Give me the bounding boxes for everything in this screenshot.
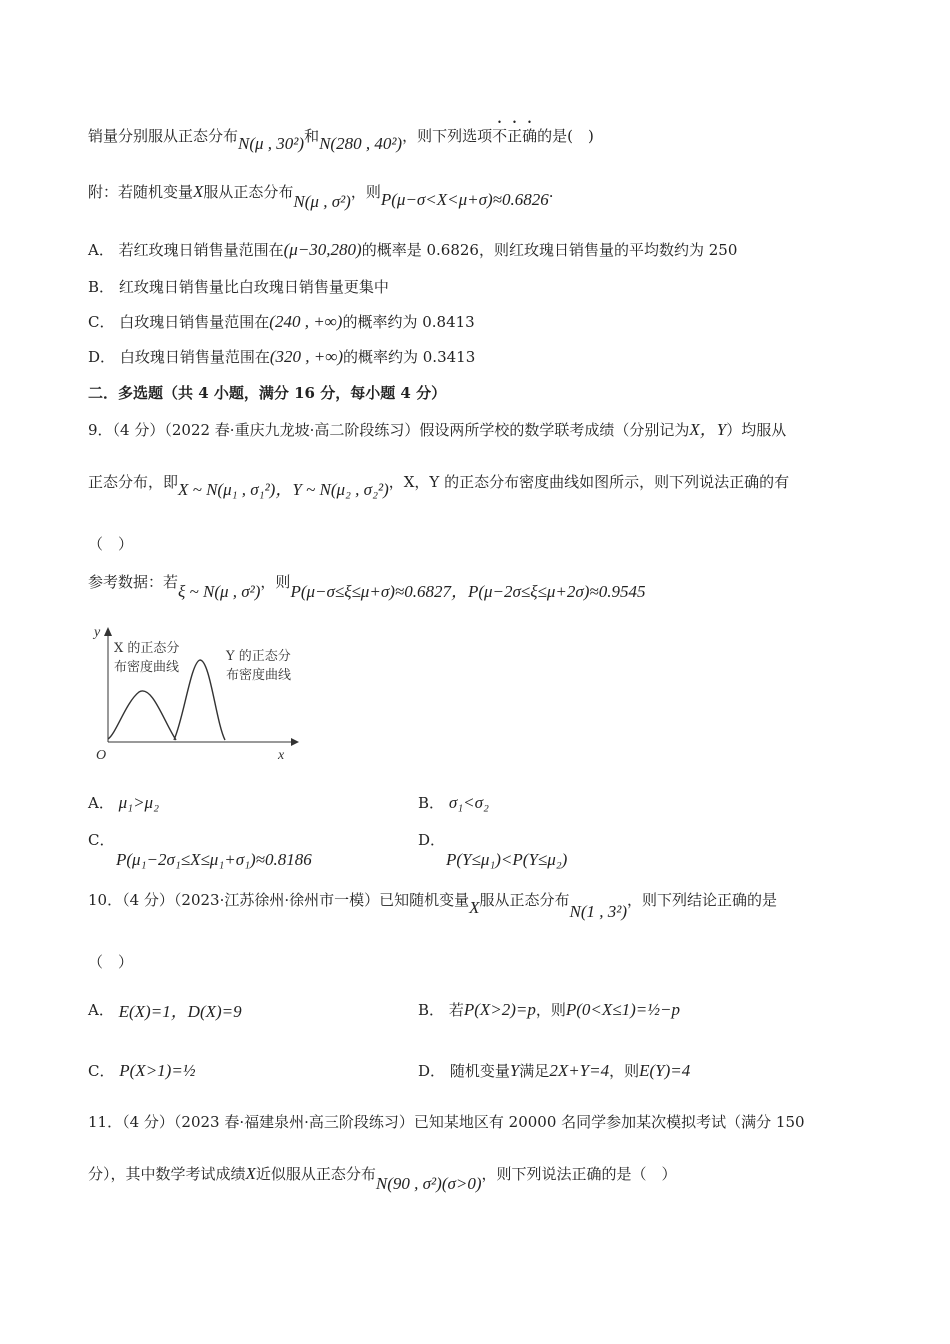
text: 分），其中数学考试成绩 <box>88 1165 246 1183</box>
text: 的概率约为 0.3413 <box>343 348 476 366</box>
q10-option-a[interactable] <box>88 1000 242 1020</box>
text: ，则 <box>260 573 291 591</box>
emphasized-text: 不正确 <box>492 127 538 145</box>
q9-option-d[interactable] <box>418 830 568 870</box>
text: . <box>548 183 554 201</box>
text: 若红玫瑰日销售量范围在 <box>118 241 284 259</box>
text: 参考数据：若 <box>88 573 179 591</box>
formula: P(μ−σ<X<μ+σ)≈0.6826 <box>380 190 549 209</box>
text: 销量分别服从正态分布 <box>88 127 239 145</box>
option-label: C． <box>88 1062 115 1080</box>
formula: X <box>469 898 480 917</box>
text: 正态分布，即 <box>88 473 179 491</box>
option-label: C． <box>88 313 115 331</box>
formula: P(X>1)=½ <box>119 1061 196 1080</box>
section-title: 二．多选题（共 4 小题，满分 16 分，每小题 4 分） <box>88 384 447 402</box>
x-axis-arrow <box>291 738 299 746</box>
q8-option-b[interactable] <box>88 277 389 297</box>
y-curve-label-line1: Y 的正态分 <box>226 649 291 664</box>
text: 随机变量 <box>449 1062 510 1080</box>
formula: P(Y≤μ₁)<P(Y≤μ₂) <box>446 850 568 869</box>
y-density-curve <box>174 660 225 740</box>
text: 红玫瑰日销售量比白玫瑰日销售量更集中 <box>118 278 389 296</box>
origin-label: O <box>96 748 107 763</box>
formula: P(μ−σ≤ξ≤μ+σ)≈0.6827，P(μ−2σ≤ξ≤μ+2σ)≈0.9545 <box>290 582 646 601</box>
text: 和 <box>304 127 320 145</box>
formula: (320 , +∞) <box>269 347 343 366</box>
q8-option-c[interactable] <box>88 312 475 332</box>
x-curve-label-line1: X 的正态分 <box>114 641 180 656</box>
formula: μ₁>μ₂ <box>118 793 159 812</box>
text: 服从正态分布 <box>203 183 294 201</box>
formula: X ~ N(μ₁ , σ₁²)，Y ~ N(μ₂ , σ₂²) <box>178 480 389 499</box>
formula: 2X+Y=4 <box>549 1061 610 1080</box>
text: 近似服从正态分布 <box>255 1165 376 1183</box>
q9-line2 <box>88 472 790 499</box>
option-label: D． <box>88 348 116 366</box>
formula: (μ−30,280) <box>283 240 362 259</box>
formula: P(0<X≤1)=½−p <box>565 1000 680 1019</box>
text: 白玫瑰日销售量范围在 <box>119 313 270 331</box>
text: 白玫瑰日销售量范围在 <box>119 348 270 366</box>
q11-line2 <box>88 1164 677 1193</box>
q8-option-d[interactable] <box>88 347 475 367</box>
text: ，则 <box>350 183 381 201</box>
text: 9．（4 分）（2022 春·重庆九龙坡·高二阶段练习）假设两所学校的数学联考成绩（分别记为 <box>88 421 690 439</box>
text: 服从正态分布 <box>479 891 570 909</box>
q8-note <box>88 182 554 211</box>
q10-answer-paren: （ ） <box>88 953 134 971</box>
formula: σ₁<σ₂ <box>448 793 489 812</box>
formula: X <box>193 182 204 201</box>
formula: Y <box>509 1061 520 1080</box>
option-label: D． <box>418 1062 446 1080</box>
formula: E(X)=1，D(X)=9 <box>118 1002 242 1021</box>
y-axis-label: y <box>94 625 101 640</box>
y-axis-arrow <box>104 627 112 636</box>
formula: X <box>245 1164 256 1183</box>
option-label: D． <box>418 831 446 849</box>
q9-option-b[interactable] <box>418 793 489 813</box>
normal-distribution-figure <box>86 622 316 767</box>
option-label: A． <box>88 241 114 259</box>
x-curve-label-line2: 布密度曲线 <box>114 660 180 675</box>
formula: N(μ , 30²) <box>238 134 305 153</box>
formula: P(μ₁−2σ₁≤X≤μ₁+σ₁)≈0.8186 <box>116 850 312 869</box>
formula: ξ ~ N(μ , σ²) <box>178 582 261 601</box>
option-label: B． <box>418 1001 445 1019</box>
q9-option-c[interactable] <box>88 830 312 870</box>
text: ）均服从 <box>726 421 787 439</box>
q8-option-a[interactable] <box>88 240 737 260</box>
text: ，则 <box>535 1001 566 1019</box>
text: 的概率约为 0.8413 <box>342 313 475 331</box>
x-density-curve <box>108 691 176 740</box>
text: 附：若随机变量 <box>88 183 194 201</box>
q8-line1 <box>88 118 594 153</box>
formula: E(Y)=4 <box>639 1061 691 1080</box>
formula: P(X>2)=p <box>463 1000 536 1019</box>
q10-line1 <box>88 890 778 921</box>
q9-option-a[interactable] <box>88 793 159 813</box>
option-label: B． <box>418 794 445 812</box>
q9-reference <box>88 572 646 601</box>
option-label: A． <box>88 794 114 812</box>
option-label: B． <box>88 278 115 296</box>
text: ，则下列选项 <box>402 127 493 145</box>
text: ，则下列结论正确的是 <box>627 891 778 909</box>
q10-option-d[interactable] <box>418 1061 690 1081</box>
text: 10．（4 分）（2023·江苏徐州·徐州市一模）已知随机变量 <box>88 891 470 909</box>
text: ，则下列说法正确的是（ ） <box>481 1165 677 1183</box>
formula: N(1 , 3²) <box>569 902 628 921</box>
text: 的概率是 0.6826，则红玫瑰日销售量的平均数约为 250 <box>361 241 738 259</box>
formula: (240 , +∞) <box>269 312 343 331</box>
text: 的是( ) <box>537 127 594 145</box>
x-axis-label: x <box>278 748 285 763</box>
formula: N(μ , σ²) <box>293 192 351 211</box>
text: ，则 <box>609 1062 640 1080</box>
formula: X，Y <box>689 420 727 439</box>
text: ，X，Y 的正态分布密度曲线如图所示，则下列说法正确的有 <box>388 473 790 491</box>
formula: N(280 , 40²) <box>319 134 403 153</box>
option-label: A． <box>88 1001 114 1019</box>
option-label: C． <box>88 831 115 849</box>
text: 满足 <box>519 1062 550 1080</box>
text: 若 <box>448 1001 464 1019</box>
formula: N(90 , σ²)(σ>0) <box>375 1174 482 1193</box>
q11-line1: 11．（4 分）（2023 春·福建泉州·高三阶段练习）已知某地区有 20000 名同学参加某次模拟考试（满分 150 <box>88 1113 805 1131</box>
q9-answer-paren: （ ） <box>88 535 134 553</box>
q10-option-c[interactable] <box>88 1061 196 1081</box>
y-curve-label-line2: 布密度曲线 <box>226 668 292 683</box>
q10-option-b[interactable] <box>418 1000 680 1020</box>
q9-line1 <box>88 420 786 440</box>
